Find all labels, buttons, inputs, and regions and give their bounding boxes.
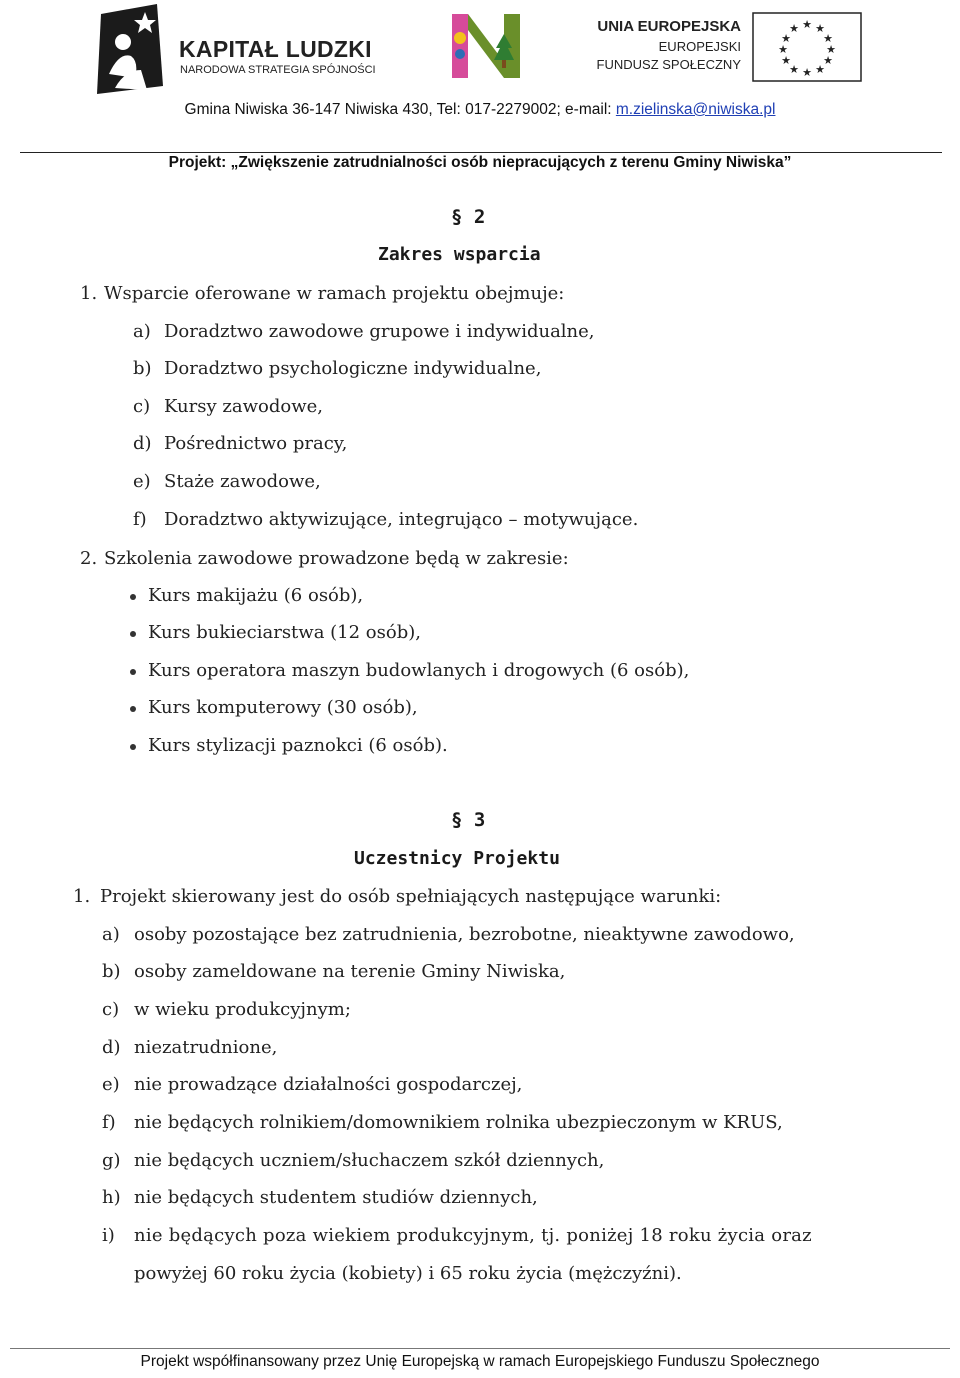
section-3-number: § 3 xyxy=(451,809,486,831)
svg-text:★: ★ xyxy=(802,18,812,31)
item-marker: e) xyxy=(133,471,151,492)
item-text: nie prowadzące działalności gospodarczej, xyxy=(134,1074,523,1095)
item-marker: a) xyxy=(102,924,120,945)
item-marker: e) xyxy=(102,1074,120,1095)
kapital-ludzki-subtitle: NARODOWA STRATEGIA SPÓJNOŚCI xyxy=(180,64,376,76)
item-marker: c) xyxy=(102,999,120,1020)
item-text: osoby pozostające bez zatrudnienia, bezrobotne, nieaktywne zawodowo, xyxy=(134,924,795,945)
item-number: 1. xyxy=(80,283,98,304)
item-text: Kursy zawodowe, xyxy=(164,396,323,417)
svg-text:★: ★ xyxy=(815,63,825,76)
eu-fund-label-1: EUROPEJSKI xyxy=(658,39,741,54)
eu-flag-icon xyxy=(752,12,862,82)
contact-text: Gmina Niwiska 36-147 Niwiska 430, Tel: 017-2279002; e-mail: xyxy=(184,101,616,118)
item-text: Pośrednictwo pracy, xyxy=(164,433,348,454)
footer-text: Projekt współfinansowany przez Unię Europejską w ramach Europejskiego Funduszu Społecznego xyxy=(140,1353,820,1370)
item-text: Doradztwo psychologiczne indywidualne, xyxy=(164,358,542,379)
item-marker: f) xyxy=(133,509,147,530)
svg-text:★: ★ xyxy=(789,22,799,35)
bullet-text: Kurs komputerowy (30 osób), xyxy=(148,697,418,718)
kapital-ludzki-title: KAPITAŁ LUDZKI xyxy=(179,36,372,62)
eu-label: UNIA EUROPEJSKA xyxy=(597,18,741,35)
svg-text:★: ★ xyxy=(823,32,833,45)
item-text: Doradztwo aktywizujące, integrująco – motywujące. xyxy=(164,509,639,530)
svg-text:★: ★ xyxy=(781,32,791,45)
item-marker: b) xyxy=(102,961,121,982)
bullet-text: Kurs makijażu (6 osób), xyxy=(148,585,364,606)
item-marker: f) xyxy=(102,1112,116,1133)
svg-text:★: ★ xyxy=(778,43,788,56)
eu-logo xyxy=(592,12,867,82)
bullet-icon xyxy=(130,706,136,712)
bullet-text: Kurs bukieciarstwa (12 osób), xyxy=(148,622,421,643)
item-marker: a) xyxy=(133,321,151,342)
bullet-text: Kurs operatora maszyn budowlanych i drogowych (6 osób), xyxy=(148,660,690,681)
niwiska-logo-icon xyxy=(446,12,526,80)
item-text: nie będących poza wiekiem produkcyjnym, tj. poniżej 18 roku życia oraz xyxy=(134,1225,812,1246)
bullet-text: Kurs stylizacji paznokci (6 osób). xyxy=(148,735,448,756)
item-marker: g) xyxy=(102,1150,121,1171)
item-marker: c) xyxy=(133,396,151,417)
item-text: niezatrudnione, xyxy=(134,1037,278,1058)
item-text: Doradztwo zawodowe grupowe i indywidualne, xyxy=(164,321,595,342)
item-text: Szkolenia zawodowe prowadzone będą w zakresie: xyxy=(104,548,569,569)
bullet-icon xyxy=(130,594,136,600)
item-text: nie będących rolnikiem/domownikiem rolnika ubezpieczonym w KRUS, xyxy=(134,1112,783,1133)
svg-text:★: ★ xyxy=(823,54,833,67)
header-divider xyxy=(20,152,942,153)
bullet-icon xyxy=(130,631,136,637)
project-title: Projekt: „Zwiększenie zatrudnialności osób niepracujących z terenu Gminy Niwiska” xyxy=(168,154,792,171)
item-number: 1. xyxy=(73,886,91,907)
item-continuation: powyżej 60 roku życia (kobiety) i 65 roku życia (mężczyźni). xyxy=(134,1263,682,1284)
item-text: osoby zameldowane na terenie Gminy Niwiska, xyxy=(134,961,566,982)
eu-fund-label-2: FUNDUSZ SPOŁECZNY xyxy=(596,57,741,72)
item-text: Staże zawodowe, xyxy=(164,471,321,492)
svg-text:★: ★ xyxy=(826,43,836,56)
item-text: Wsparcie oferowane w ramach projektu obejmuje: xyxy=(104,283,565,304)
logo-bar xyxy=(0,0,960,95)
item-text: nie będących studentem studiów dziennych, xyxy=(134,1187,538,1208)
svg-text:★: ★ xyxy=(781,54,791,67)
item-marker: i) xyxy=(102,1225,115,1246)
item-text: nie będących uczniem/słuchaczem szkół dziennych, xyxy=(134,1150,605,1171)
kapital-ludzki-logo xyxy=(95,4,395,94)
section-3-title: Uczestnicy Projektu xyxy=(354,848,560,869)
kapital-ludzki-emblem-icon xyxy=(95,4,167,94)
item-marker: h) xyxy=(102,1187,121,1208)
item-marker: b) xyxy=(133,358,152,379)
section-2-title: Zakres wsparcia xyxy=(378,244,541,265)
svg-text:★: ★ xyxy=(815,22,825,35)
footer-divider xyxy=(10,1348,950,1349)
item-marker: d) xyxy=(102,1037,121,1058)
section-2-number: § 2 xyxy=(451,206,486,228)
svg-text:★: ★ xyxy=(802,66,812,79)
item-text: Projekt skierowany jest do osób spełniających następujące warunki: xyxy=(100,886,722,907)
bullet-icon xyxy=(130,669,136,675)
contact-line xyxy=(0,101,960,119)
item-text: w wieku produkcyjnym; xyxy=(134,999,351,1020)
svg-text:★: ★ xyxy=(789,63,799,76)
bullet-icon xyxy=(130,744,136,750)
item-number: 2. xyxy=(80,548,98,569)
email-link[interactable]: m.zielinska@niwiska.pl xyxy=(615,101,776,118)
item-marker: d) xyxy=(133,433,152,454)
